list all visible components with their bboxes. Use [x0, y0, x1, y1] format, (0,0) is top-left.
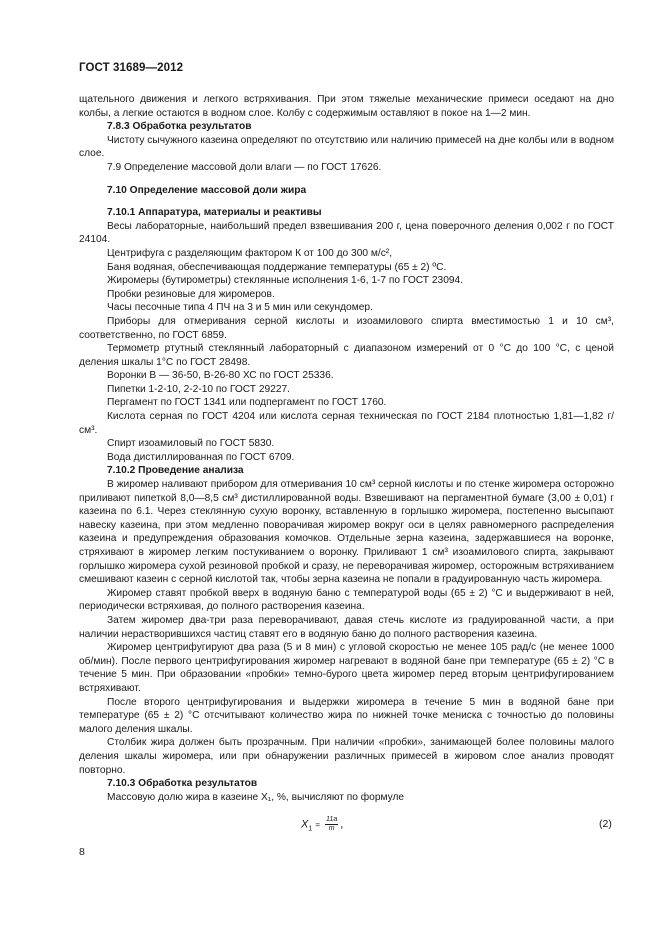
paragraph-gap: [79, 175, 614, 184]
body-paragraph: Столбик жира должен быть прозрачным. При наличии «пробки», занимающей более половины малого деления шкалы жиромера, или при обнаружении различных примесей в жировом слое анализ проводят повторно.: [79, 737, 614, 776]
body-paragraph: Спирт изоамиловый по ГОСТ 5830.: [107, 438, 275, 450]
formula-lhs-subscript: 1: [308, 825, 313, 833]
paragraph-gap: [79, 197, 614, 206]
body-paragraph: Жиромеры (бутирометры) стеклянные исполнения 1-6, 1-7 по ГОСТ 23094.: [107, 275, 464, 287]
body-paragraph: щательного движения и легкого встряхивания. При этом тяжелые механические примеси оседают на дно колбы, а легкие остаются в водном слое. Колбу с содержимым оставляют в покое на 1—2 мин.: [79, 94, 614, 119]
document-header: ГОСТ 31689—2012: [79, 62, 184, 74]
section-heading: 7.10 Определение массовой доли жира: [107, 184, 307, 196]
body-paragraph: Термометр ртутный стеклянный лабораторный с диапазоном измерений от 0 °С до 100 °С, с ценой деления шкалы 1°С по ГОСТ 28498.: [79, 343, 614, 368]
formula-fraction: [325, 816, 338, 833]
section-heading: 7.10.2 Проведение анализа: [107, 465, 244, 477]
body-paragraph: Жиромер центрифугируют два раза (5 и 8 мин) с угловой скоростью не менее 105 рад/с (не менее 1000 об/мин). После первого центрифугирования жиромер нагревают в водяной бане при температуре (65 ± 2) °С в течение 5 мин. При образовании «пробки» темно-бурого цвета жиромер перед вторым центрифугированием встряхивают.: [79, 642, 614, 694]
body-paragraph: Центрифуга с разделяющим фактором К от 100 до 300 м/с²,: [107, 247, 393, 259]
body-paragraph: Кислота серная по ГОСТ 4204 или кислота серная техническая по ГОСТ 2184 плотностью 1,81—1,82 г/см³.: [79, 411, 614, 436]
formula-numerator: 11a: [326, 816, 338, 823]
body-paragraph: В жиромер наливают прибором для отмеривания 10 см³ серной кислоты и по стенке жиромера осторожно приливают пипеткой 8,0—8,5 см³ дистиллированной воды. Взвешивают на пергаментной бумаге (3,00 ± 0,01) г казеина по 6.1. Через стеклянную сухую воронку, вставленную в горлышко жиромера, постепенно высыпают навеску казеина, при этом медленно поворачивая жиромер вокруг оси в целях равномерного распределения казеина и предупреждения образования комочков. Отдельные зерна казеина, задержавшиеся на воронке, стряхивают в жиромер легким постукиванием о воронку. Приливают 1 см³ изоамилового спирта, закрывают горлышко жиромера сухой резиновой пробкой и сразу, не переворачивая жиромер, осторожным встряхиванием смешивают казеин с серной кислотой так, чтобы зерна казеина не попали в градуированную часть жиромера.: [79, 479, 614, 586]
body-paragraph: 7.9 Определение массовой доли влаги — по ГОСТ 17626.: [107, 161, 382, 173]
body-paragraph: Жиромер ставят пробкой вверх в водяную баню с температурой воды (65 ± 2) °С и выдерживают в ней, периодически встряхивая, до полного растворения казеина.: [79, 587, 614, 613]
body-paragraph: Баня водяная, обеспечивающая поддержание температуры (65 ± 2) ºС.: [107, 261, 447, 273]
formula-lhs: X: [301, 818, 309, 831]
body-paragraph: После второго центрифугирования и выдержки жиромера в течение 5 мин в водяной бане при температуре (65 ± 2) °С отсчитывают количество жира по нижней точке мениска с точностью до половины малого деления шкалы.: [79, 696, 614, 735]
section-heading: 7.8.3 Обработка результатов: [107, 121, 252, 133]
body-paragraph: Пробки резиновые для жиромеров.: [107, 288, 275, 300]
body-paragraph: Часы песочные типа 4 ПЧ на 3 и 5 мин или секундомер.: [107, 302, 373, 314]
formula-denominator: m: [328, 825, 335, 832]
page-number: 8: [79, 846, 85, 858]
body-paragraph: Затем жиромер два-три раза переворачивают, давая стечь кислоте из градуированной части, а при наличии нерастворившихся частиц ставят его в водяную баню до полного растворения казеина.: [79, 614, 614, 640]
body-paragraph: Чистоту сычужного казеина определяют по отсутствию или наличию примесей на дне колбы или в водном слое.: [79, 134, 614, 160]
body-paragraph: Массовую долю жира в казеине X₁, %, вычисляют по формуле: [107, 791, 405, 803]
section-heading: 7.10.3 Обработка результатов: [107, 778, 258, 790]
formula-equals: =: [315, 820, 320, 830]
section-heading: 7.10.1 Аппаратура, материалы и реактивы: [107, 207, 322, 219]
equation-number: (2): [599, 818, 612, 830]
body-paragraph: Вода дистиллированная по ГОСТ 6709.: [107, 451, 295, 463]
body-paragraph: Весы лабораторные, наибольший предел взвешивания 200 г, цена поверочного деления 0,002 г по ГОСТ 24104.: [79, 220, 614, 246]
formula-2: [301, 816, 343, 833]
body-paragraph: Пипетки 1-2-10, 2-2-10 по ГОСТ 29227.: [107, 383, 291, 395]
body-paragraph: Пергамент по ГОСТ 1341 или подпергамент по ГОСТ 1760.: [107, 397, 387, 409]
formula-comma: ,: [340, 818, 344, 831]
body-paragraph: Приборы для отмеривания серной кислоты и изоамилового спирта вместимостью 1 и 10 см³, соответственно, по ГОСТ 6859.: [79, 315, 614, 341]
document-body: [79, 93, 614, 804]
body-paragraph: Воронки В — 36-50, В-26-80 ХС по ГОСТ 25336.: [107, 370, 334, 382]
